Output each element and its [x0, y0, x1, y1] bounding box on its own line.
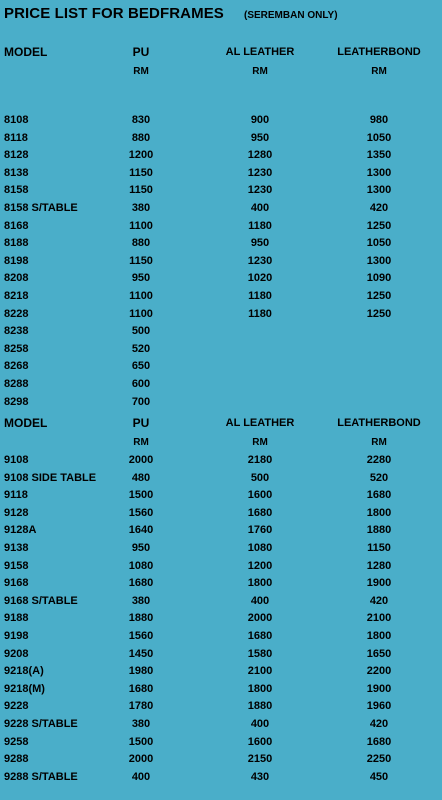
pu-price-cell: 1560 [128, 506, 154, 519]
model-cell: 8208 [4, 272, 29, 285]
table-row [0, 358, 442, 376]
leatherbond-price-cell: 1250 [366, 219, 392, 232]
leatherbond-price-cell: 1800 [366, 629, 392, 642]
table-row [0, 112, 442, 130]
leatherbond-price-cell: 420 [369, 201, 389, 214]
al-leather-price-cell: 1880 [247, 700, 273, 713]
al-leather-column-header [215, 45, 305, 79]
leatherbond-price-cell: 2250 [366, 753, 392, 766]
table-row [0, 200, 442, 218]
model-cell: 9218(M) [4, 682, 45, 695]
leatherbond-price-cell: 1250 [366, 307, 392, 320]
leatherbond-price-cell: 1800 [366, 506, 392, 519]
model-cell: 8108 [4, 114, 29, 126]
table-row [0, 575, 442, 593]
leatherbond-price-cell: 450 [369, 770, 389, 783]
leatherbond-price-cell: 1300 [366, 184, 392, 197]
leatherbond-unit-label: RM [371, 437, 387, 448]
table-row [0, 610, 442, 628]
model-cell: 8158 S/TABLE [4, 201, 78, 214]
pu-price-cell: 1500 [128, 735, 154, 748]
pu-price-cell: 480 [131, 471, 151, 484]
pu-price-cell: 880 [131, 237, 151, 250]
table-row [0, 235, 442, 253]
table-row [0, 681, 442, 699]
al-leather-price-cell: 1020 [247, 272, 273, 285]
pu-price-cell: 650 [131, 360, 151, 373]
model-cell: 9138 [4, 541, 29, 554]
table-row [0, 734, 442, 752]
table-row [0, 487, 442, 505]
al-leather-price-cell: 2150 [247, 753, 273, 766]
pu-price-cell: 1980 [128, 665, 154, 678]
al-leather-unit-label: RM [252, 66, 268, 77]
table-row [0, 698, 442, 716]
pu-price-cell: 1880 [128, 612, 154, 625]
title-row [4, 5, 442, 25]
section2-header [0, 416, 442, 452]
table-row [0, 646, 442, 664]
model-cell: 8268 [4, 360, 29, 373]
table-row [0, 470, 442, 488]
pu-price-cell: 950 [131, 272, 151, 285]
al-leather-price-cell: 1230 [247, 166, 273, 179]
pu-price-cell: 380 [131, 717, 151, 730]
table-row [0, 323, 442, 341]
table-row [0, 218, 442, 236]
page-title: PRICE LIST FOR BEDFRAMES [4, 5, 224, 22]
al-leather-price-cell: 1230 [247, 184, 273, 197]
pu-unit-label: RM [133, 437, 149, 448]
table-row [0, 130, 442, 148]
pu-column-header [96, 416, 186, 450]
pu-price-cell: 1500 [128, 489, 154, 502]
leatherbond-price-cell: 980 [369, 114, 389, 126]
model-column-header: MODEL [4, 45, 48, 59]
table-row [0, 522, 442, 540]
al-leather-price-cell: 1580 [247, 647, 273, 660]
leatherbond-price-cell: 1880 [366, 524, 392, 537]
al-leather-price-cell: 400 [250, 201, 270, 214]
pu-price-cell: 700 [131, 395, 151, 408]
model-cell: 8298 [4, 395, 29, 408]
pu-price-cell: 380 [131, 201, 151, 214]
section2-rows [0, 452, 442, 786]
al-leather-price-cell: 950 [250, 237, 270, 250]
model-cell: 9108 [4, 454, 29, 466]
al-leather-price-cell: 2000 [247, 612, 273, 625]
al-leather-price-cell: 1600 [247, 489, 273, 502]
model-cell: 8258 [4, 342, 29, 355]
pu-price-cell: 1680 [128, 682, 154, 695]
table-row [0, 253, 442, 271]
model-cell: 9128A [4, 524, 37, 537]
table-row [0, 540, 442, 558]
leatherbond-price-cell: 1680 [366, 489, 392, 502]
al-leather-header-label: AL LEATHER [225, 46, 295, 58]
table-row [0, 663, 442, 681]
model-cell: 8128 [4, 149, 29, 162]
pu-price-cell: 880 [131, 131, 151, 144]
model-cell: 8158 [4, 184, 29, 197]
al-leather-price-cell: 2100 [247, 665, 273, 678]
leatherbond-price-cell: 520 [369, 471, 389, 484]
al-leather-price-cell: 900 [250, 114, 270, 126]
al-leather-price-cell: 2180 [247, 454, 273, 466]
al-leather-price-cell: 1800 [247, 577, 273, 590]
pu-price-cell: 400 [131, 770, 151, 783]
leatherbond-column-header [334, 416, 424, 450]
model-cell: 8218 [4, 289, 29, 302]
model-cell: 9218(A) [4, 665, 44, 678]
leatherbond-price-cell: 1680 [366, 735, 392, 748]
leatherbond-unit-label: RM [371, 66, 387, 77]
al-leather-price-cell: 1280 [247, 149, 273, 162]
table-row [0, 306, 442, 324]
pu-price-cell: 1080 [128, 559, 154, 572]
leatherbond-header-label: LEATHERBOND [337, 417, 421, 429]
pu-price-cell: 500 [131, 325, 151, 338]
pu-price-cell: 520 [131, 342, 151, 355]
model-cell: 8288 [4, 377, 29, 390]
al-leather-price-cell: 1230 [247, 254, 273, 267]
table-row [0, 505, 442, 523]
pu-price-cell: 380 [131, 594, 151, 607]
al-leather-price-cell: 1680 [247, 506, 273, 519]
pu-price-cell: 950 [131, 541, 151, 554]
leatherbond-price-cell: 1650 [366, 647, 392, 660]
table-row [0, 593, 442, 611]
pu-price-cell: 1780 [128, 700, 154, 713]
leatherbond-price-cell: 1900 [366, 682, 392, 695]
pu-price-cell: 1450 [128, 647, 154, 660]
pu-unit-label: RM [133, 66, 149, 77]
model-cell: 9118 [4, 489, 28, 502]
table-row [0, 716, 442, 734]
leatherbond-price-cell: 2200 [366, 665, 392, 678]
model-cell: 9158 [4, 559, 29, 572]
model-cell: 8138 [4, 166, 29, 179]
al-leather-price-cell: 950 [250, 131, 270, 144]
al-leather-price-cell: 1180 [248, 219, 272, 232]
pu-price-cell: 830 [131, 114, 151, 126]
leatherbond-price-cell: 1280 [366, 559, 392, 572]
pu-price-cell: 2000 [128, 454, 154, 466]
model-cell: 9258 [4, 735, 29, 748]
section1-header [0, 45, 442, 81]
al-leather-price-cell: 1800 [247, 682, 273, 695]
table-row [0, 628, 442, 646]
model-column-header: MODEL [4, 416, 48, 430]
section1-rows [0, 112, 442, 411]
pu-column-header [96, 45, 186, 79]
page-subtitle: (SEREMBAN ONLY) [244, 10, 338, 21]
model-cell: 9188 [4, 612, 29, 625]
al-leather-price-cell: 1680 [247, 629, 273, 642]
leatherbond-price-cell: 2100 [366, 612, 392, 625]
table-row [0, 341, 442, 359]
model-cell: 8118 [4, 131, 28, 144]
model-cell: 8198 [4, 254, 29, 267]
table-row [0, 558, 442, 576]
table-row [0, 452, 442, 470]
leatherbond-price-cell: 1350 [366, 149, 392, 162]
model-cell: 9288 [4, 753, 29, 766]
table-row [0, 165, 442, 183]
model-cell: 9198 [4, 629, 29, 642]
model-cell: 9288 S/TABLE [4, 770, 78, 783]
leatherbond-price-cell: 1050 [366, 237, 392, 250]
pu-price-cell: 2000 [128, 753, 154, 766]
pu-price-cell: 1100 [129, 307, 153, 320]
al-leather-price-cell: 400 [250, 717, 270, 730]
pu-price-cell: 1100 [129, 219, 153, 232]
leatherbond-price-cell: 1300 [366, 254, 392, 267]
table-row [0, 769, 442, 787]
leatherbond-price-cell: 2280 [366, 454, 392, 466]
model-cell: 8168 [4, 219, 29, 232]
pu-price-cell: 1200 [128, 149, 154, 162]
al-leather-column-header [215, 416, 305, 450]
leatherbond-column-header [334, 45, 424, 79]
table-row [0, 751, 442, 769]
leatherbond-price-cell: 1050 [366, 131, 392, 144]
leatherbond-price-cell: 1300 [366, 166, 392, 179]
model-cell: 9228 S/TABLE [4, 717, 78, 730]
table-row [0, 147, 442, 165]
model-cell: 9168 [4, 577, 29, 590]
leatherbond-price-cell: 1150 [367, 541, 391, 554]
pu-header-label: PU [132, 45, 150, 59]
leatherbond-price-cell: 1090 [366, 272, 392, 285]
model-cell: 8238 [4, 325, 29, 338]
table-row [0, 376, 442, 394]
al-leather-price-cell: 430 [250, 770, 270, 783]
al-leather-unit-label: RM [252, 437, 268, 448]
table-row [0, 288, 442, 306]
pu-price-cell: 1150 [129, 254, 153, 267]
pu-price-cell: 1150 [129, 184, 153, 197]
model-cell: 9168 S/TABLE [4, 594, 78, 607]
pu-price-cell: 1150 [129, 166, 153, 179]
pu-price-cell: 1100 [129, 289, 153, 302]
leatherbond-price-cell: 1900 [366, 577, 392, 590]
table-row [0, 182, 442, 200]
model-cell: 9228 [4, 700, 29, 713]
model-cell: 9128 [4, 506, 29, 519]
al-leather-header-label: AL LEATHER [225, 417, 295, 429]
pu-price-cell: 600 [131, 377, 151, 390]
pu-price-cell: 1560 [128, 629, 154, 642]
pu-price-cell: 1640 [128, 524, 154, 537]
leatherbond-price-cell: 420 [369, 717, 389, 730]
al-leather-price-cell: 1200 [247, 559, 273, 572]
leatherbond-price-cell: 420 [369, 594, 389, 607]
leatherbond-price-cell: 1250 [366, 289, 392, 302]
al-leather-price-cell: 1080 [247, 541, 273, 554]
al-leather-price-cell: 1180 [248, 307, 272, 320]
al-leather-price-cell: 1600 [247, 735, 273, 748]
leatherbond-header-label: LEATHERBOND [337, 46, 421, 58]
table-row [0, 270, 442, 288]
model-cell: 9208 [4, 647, 29, 660]
pu-header-label: PU [132, 416, 150, 430]
leatherbond-price-cell: 1960 [366, 700, 392, 713]
model-cell: 8228 [4, 307, 29, 320]
al-leather-price-cell: 1180 [248, 289, 272, 302]
table-row [0, 394, 442, 412]
al-leather-price-cell: 1760 [247, 524, 273, 537]
al-leather-price-cell: 500 [250, 471, 270, 484]
al-leather-price-cell: 400 [250, 594, 270, 607]
pu-price-cell: 1680 [128, 577, 154, 590]
model-cell: 9108 SIDE TABLE [4, 471, 97, 484]
model-cell: 8188 [4, 237, 29, 250]
